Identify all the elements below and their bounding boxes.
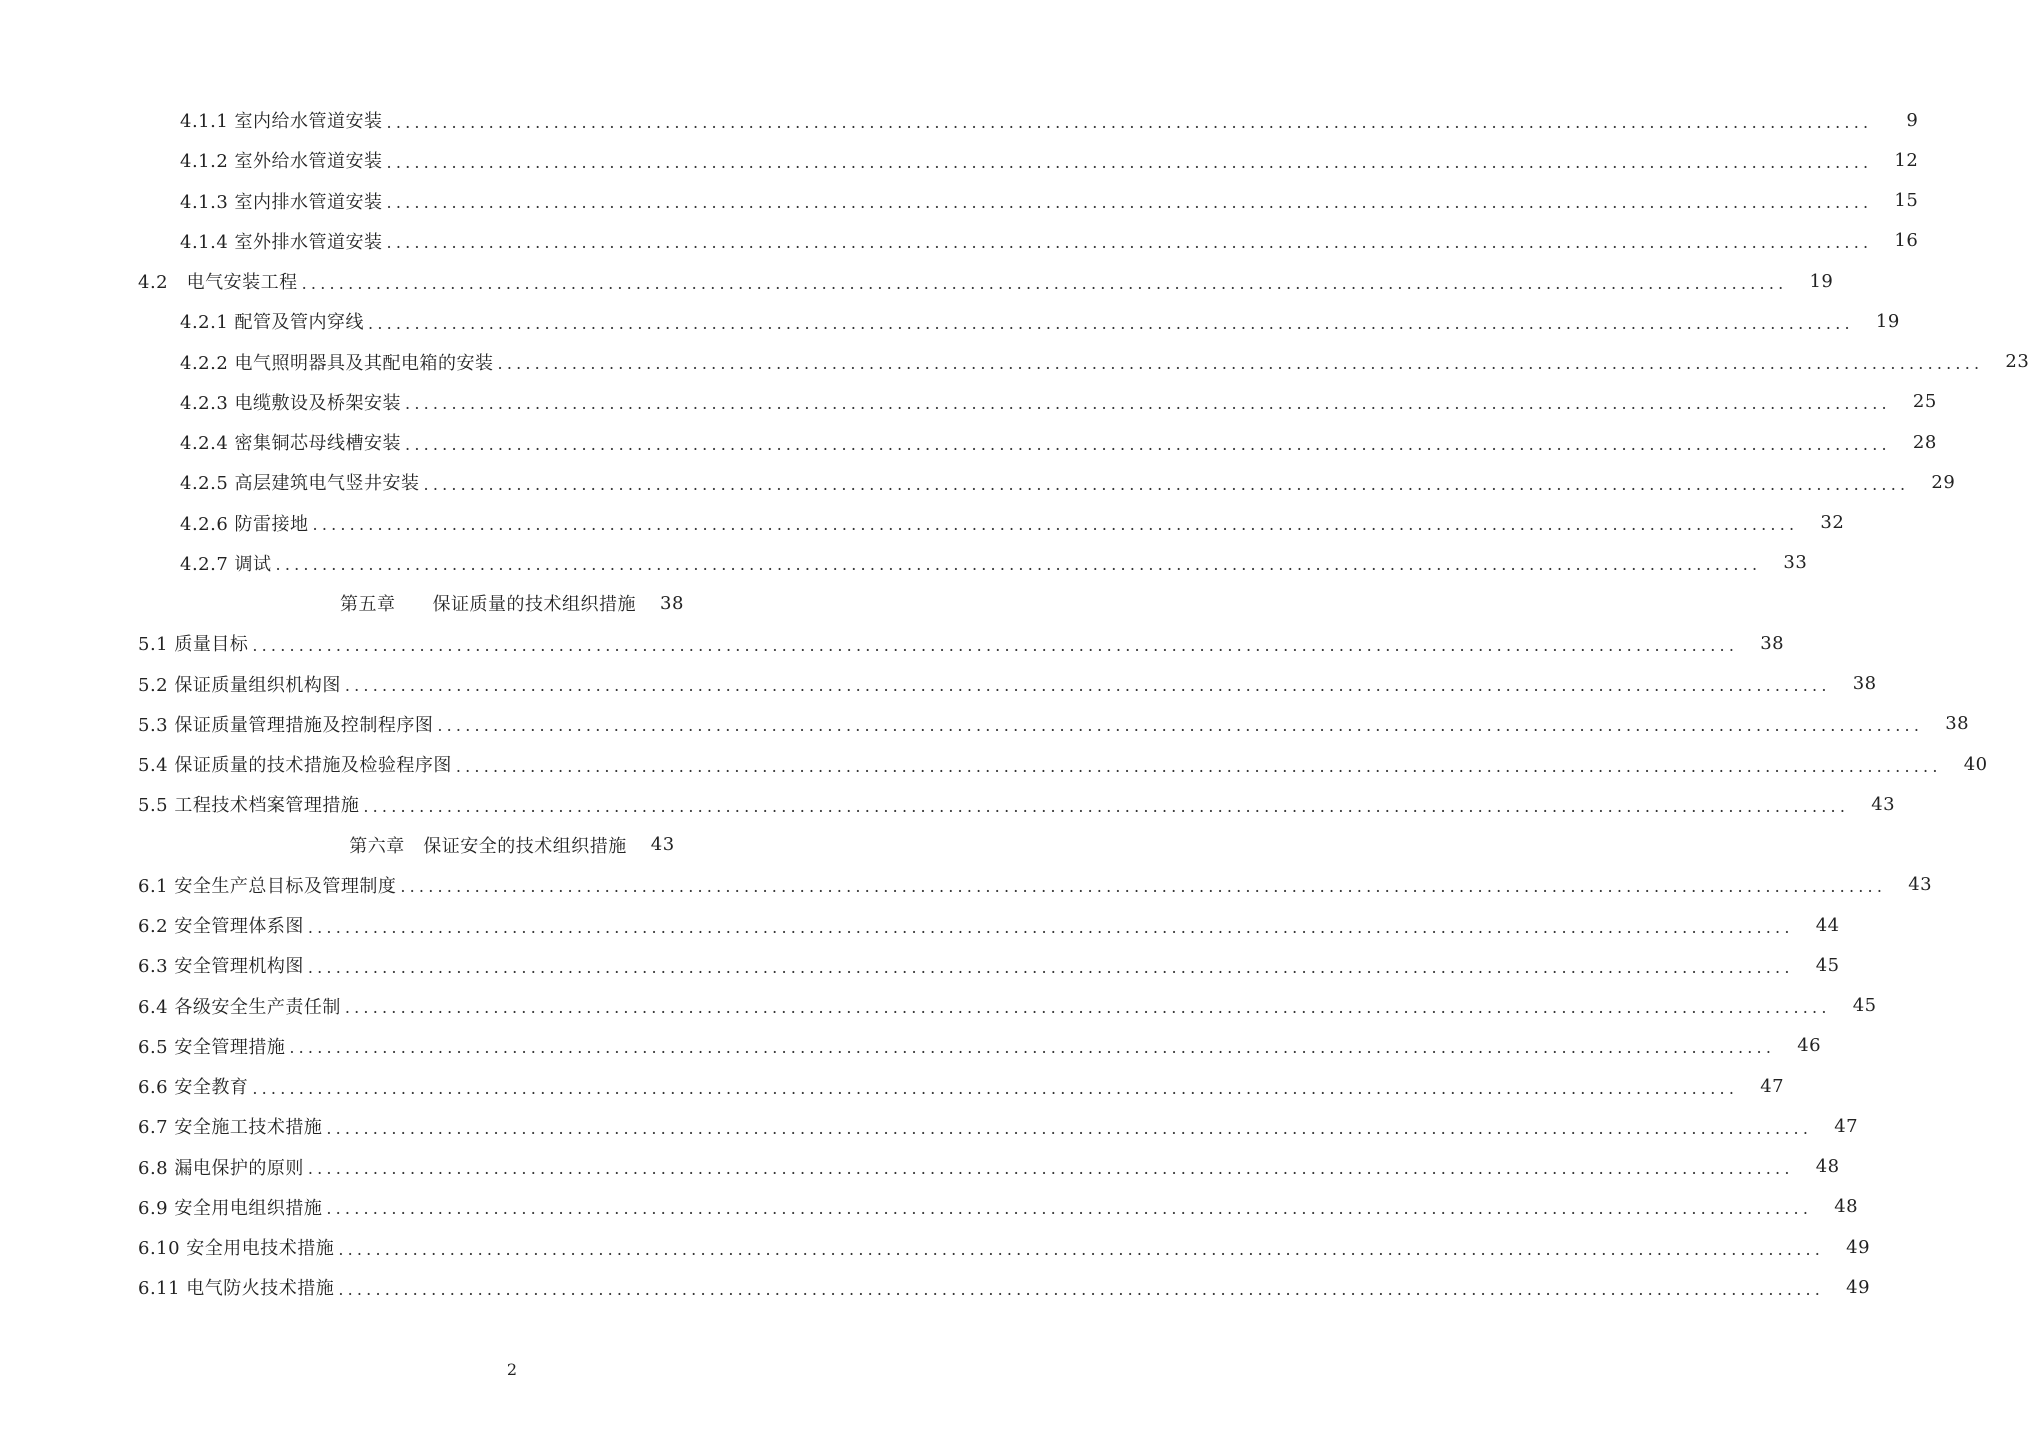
toc-entry[interactable] (0, 1267, 1871, 1307)
toc-entry-title: 4.1.2 室外给水管道安装 (180, 147, 383, 173)
toc-entry-title: 6.4 各级安全生产责任制 (138, 993, 341, 1019)
dot-leader: ................................................................................................................................................................ (307, 1159, 1794, 1179)
dot-leader: ................................................................................................................................................................ (312, 515, 1799, 535)
toc-entry-title: 4.2 电气安装工程 (138, 268, 298, 294)
toc-chapter-title: 第六章 保证安全的技术组织措施 (349, 835, 627, 857)
toc-entry-title: 5.3 保证质量管理措施及控制程序图 (138, 711, 433, 737)
toc-entry-page: 45 (1852, 995, 1877, 1017)
toc-entry-title: 5.1 质量目标 (138, 630, 248, 656)
toc-entry-page: 15 (1894, 190, 1919, 212)
toc-entry-page: 19 (1875, 310, 1900, 332)
dot-leader: ................................................................................................................................................................ (437, 716, 1924, 736)
toc-entry[interactable] (0, 422, 1937, 462)
toc-entry[interactable] (0, 704, 1970, 744)
toc-entry-title: 6.7 安全施工技术措施 (138, 1113, 322, 1139)
dot-leader: ................................................................................................................................................................ (301, 273, 1788, 293)
toc-entry[interactable] (0, 664, 1877, 704)
toc-entry[interactable] (0, 221, 1919, 261)
dot-leader: ................................................................................................................................................................ (326, 1199, 1813, 1219)
toc-entry-page: 48 (1815, 1156, 1840, 1178)
dot-leader: ................................................................................................................................................................ (405, 434, 1891, 454)
toc-entry-page: 25 (1912, 391, 1937, 413)
toc-entry[interactable] (0, 945, 1840, 985)
dot-leader: ................................................................................................................................................................ (326, 1118, 1813, 1138)
dot-leader: ................................................................................................................................................................ (386, 193, 1873, 213)
dot-leader: ................................................................................................................................................................ (497, 354, 1984, 374)
toc-entry-page: 47 (1760, 1075, 1785, 1097)
toc-entry-title: 4.2.4 密集铜芯母线槽安装 (180, 429, 401, 455)
toc-chapter-title: 第五章 保证质量的技术组织措施 (340, 594, 637, 616)
toc-entry[interactable] (0, 784, 1896, 824)
toc-entry-title: 6.8 漏电保护的原则 (138, 1154, 304, 1180)
toc-entry-page: 46 (1797, 1035, 1822, 1057)
toc-entry-title: 4.1.4 室外排水管道安装 (180, 228, 383, 254)
toc-entry-title: 6.5 安全管理措施 (138, 1033, 285, 1059)
toc-entry-page: 28 (1912, 431, 1937, 453)
toc-entry[interactable] (0, 301, 1900, 341)
dot-leader: ................................................................................................................................................................ (307, 917, 1794, 937)
toc-entry-title: 5.5 工程技术档案管理措施 (138, 791, 359, 817)
dot-leader: ................................................................................................................................................................ (386, 152, 1873, 172)
toc-entry-title: 5.2 保证质量组织机构图 (138, 671, 341, 697)
toc-entry-title: 6.9 安全用电组织措施 (138, 1194, 322, 1220)
toc-entry[interactable] (0, 744, 1988, 784)
toc-entry-page: 12 (1894, 149, 1919, 171)
toc-entry-title: 6.2 安全管理体系图 (138, 912, 304, 938)
toc-entry-title: 4.2.7 调试 (180, 550, 272, 576)
dot-leader: ................................................................................................................................................................ (423, 474, 1910, 494)
toc-entry[interactable] (0, 140, 1919, 180)
toc-entry-page: 38 (1945, 713, 1970, 735)
toc-entry-page: 29 (1931, 471, 1956, 493)
toc-entry-page: 9 (1906, 109, 1919, 131)
toc-entry-page: 33 (1783, 552, 1808, 574)
toc-entry-page: 49 (1846, 1236, 1871, 1258)
toc-entry-page: 32 (1820, 512, 1845, 534)
toc-entry[interactable] (0, 986, 1877, 1026)
toc-entry[interactable] (0, 1227, 1871, 1267)
dot-leader: ................................................................................................................................................................ (400, 877, 1887, 897)
toc-entry[interactable] (0, 1147, 1840, 1187)
toc-entry-title: 4.2.6 防雷接地 (180, 510, 309, 536)
dot-leader: ................................................................................................................................................................ (455, 756, 1942, 776)
dot-leader: ................................................................................................................................................................ (405, 394, 1891, 414)
toc-entry[interactable] (0, 543, 1808, 583)
toc-entry-title: 4.2.1 配管及管内穿线 (180, 308, 364, 334)
toc-entry-title: 5.4 保证质量的技术措施及检验程序图 (138, 751, 452, 777)
dot-leader: ................................................................................................................................................................ (363, 796, 1850, 816)
toc-entry-title: 6.3 安全管理机构图 (138, 952, 304, 978)
toc-chapter-heading[interactable] (0, 825, 1024, 865)
dot-leader: ................................................................................................................................................................ (344, 676, 1831, 696)
dot-leader: ................................................................................................................................................................ (252, 1078, 1739, 1098)
toc-entry-page: 23 (2005, 351, 2029, 373)
toc-entry-title: 4.2.2 电气照明器具及其配电箱的安装 (180, 349, 494, 375)
toc-entry-title: 4.1.3 室内排水管道安装 (180, 188, 383, 214)
dot-leader: ................................................................................................................................................................ (386, 233, 1873, 253)
toc-entry-title: 6.6 安全教育 (138, 1073, 248, 1099)
toc-entry-page: 49 (1846, 1276, 1871, 1298)
dot-leader: ................................................................................................................................................................ (344, 998, 1831, 1018)
toc-entry[interactable] (0, 1026, 1822, 1066)
toc-chapter-heading[interactable] (0, 583, 1024, 623)
toc-entry[interactable] (0, 382, 1937, 422)
toc-entry-page: 45 (1815, 954, 1840, 976)
toc-entry[interactable] (0, 1106, 1859, 1146)
toc-entry-page: 38 (1852, 673, 1877, 695)
toc-entry[interactable] (0, 261, 1834, 301)
toc-entry[interactable] (0, 181, 1919, 221)
dot-leader: ................................................................................................................................................................ (338, 1279, 1825, 1299)
page-number: 2 (506, 1360, 518, 1379)
toc-entry-page: 48 (1834, 1196, 1859, 1218)
toc-entry[interactable] (0, 1066, 1785, 1106)
toc-entry-title: 6.11 电气防火技术措施 (138, 1274, 334, 1300)
toc-entry-page: 16 (1894, 230, 1919, 252)
toc-entry-page: 43 (1871, 793, 1896, 815)
dot-leader: ................................................................................................................................................................ (386, 112, 1873, 132)
toc-entry[interactable] (0, 1187, 1859, 1227)
toc-entry-page: 38 (1760, 632, 1785, 654)
toc-entry-page: 40 (1963, 753, 1988, 775)
toc-entry-title: 6.1 安全生产总目标及管理制度 (138, 872, 396, 898)
dot-leader: ................................................................................................................................................................ (307, 957, 1794, 977)
toc-entry-title: 4.2.3 电缆敷设及桥架安装 (180, 389, 401, 415)
toc-entry-page: 47 (1834, 1115, 1859, 1137)
toc-chapter-page: 43 (650, 834, 675, 856)
toc-entry[interactable] (0, 623, 1785, 663)
toc-entry[interactable] (0, 342, 2029, 382)
toc-entry[interactable] (0, 100, 1919, 140)
dot-leader: ................................................................................................................................................................ (289, 1038, 1776, 1058)
table-of-contents (0, 100, 2029, 1308)
toc-entry-title: 6.10 安全用电技术措施 (138, 1234, 334, 1260)
toc-chapter-page: 38 (660, 592, 684, 614)
toc-entry-page: 43 (1908, 874, 1933, 896)
dot-leader: ................................................................................................................................................................ (368, 313, 1854, 333)
toc-entry[interactable] (0, 503, 1845, 543)
toc-entry-page: 19 (1809, 270, 1834, 292)
dot-leader: ................................................................................................................................................................ (275, 555, 1762, 575)
dot-leader: ................................................................................................................................................................ (252, 635, 1739, 655)
dot-leader: ................................................................................................................................................................ (338, 1239, 1825, 1259)
toc-entry[interactable] (0, 865, 1933, 905)
toc-entry[interactable] (0, 462, 1956, 502)
toc-entry-title: 4.1.1 室内给水管道安装 (180, 107, 383, 133)
toc-entry[interactable] (0, 905, 1840, 945)
toc-entry-page: 44 (1815, 914, 1840, 936)
toc-entry-title: 4.2.5 高层建筑电气竖井安装 (180, 469, 420, 495)
